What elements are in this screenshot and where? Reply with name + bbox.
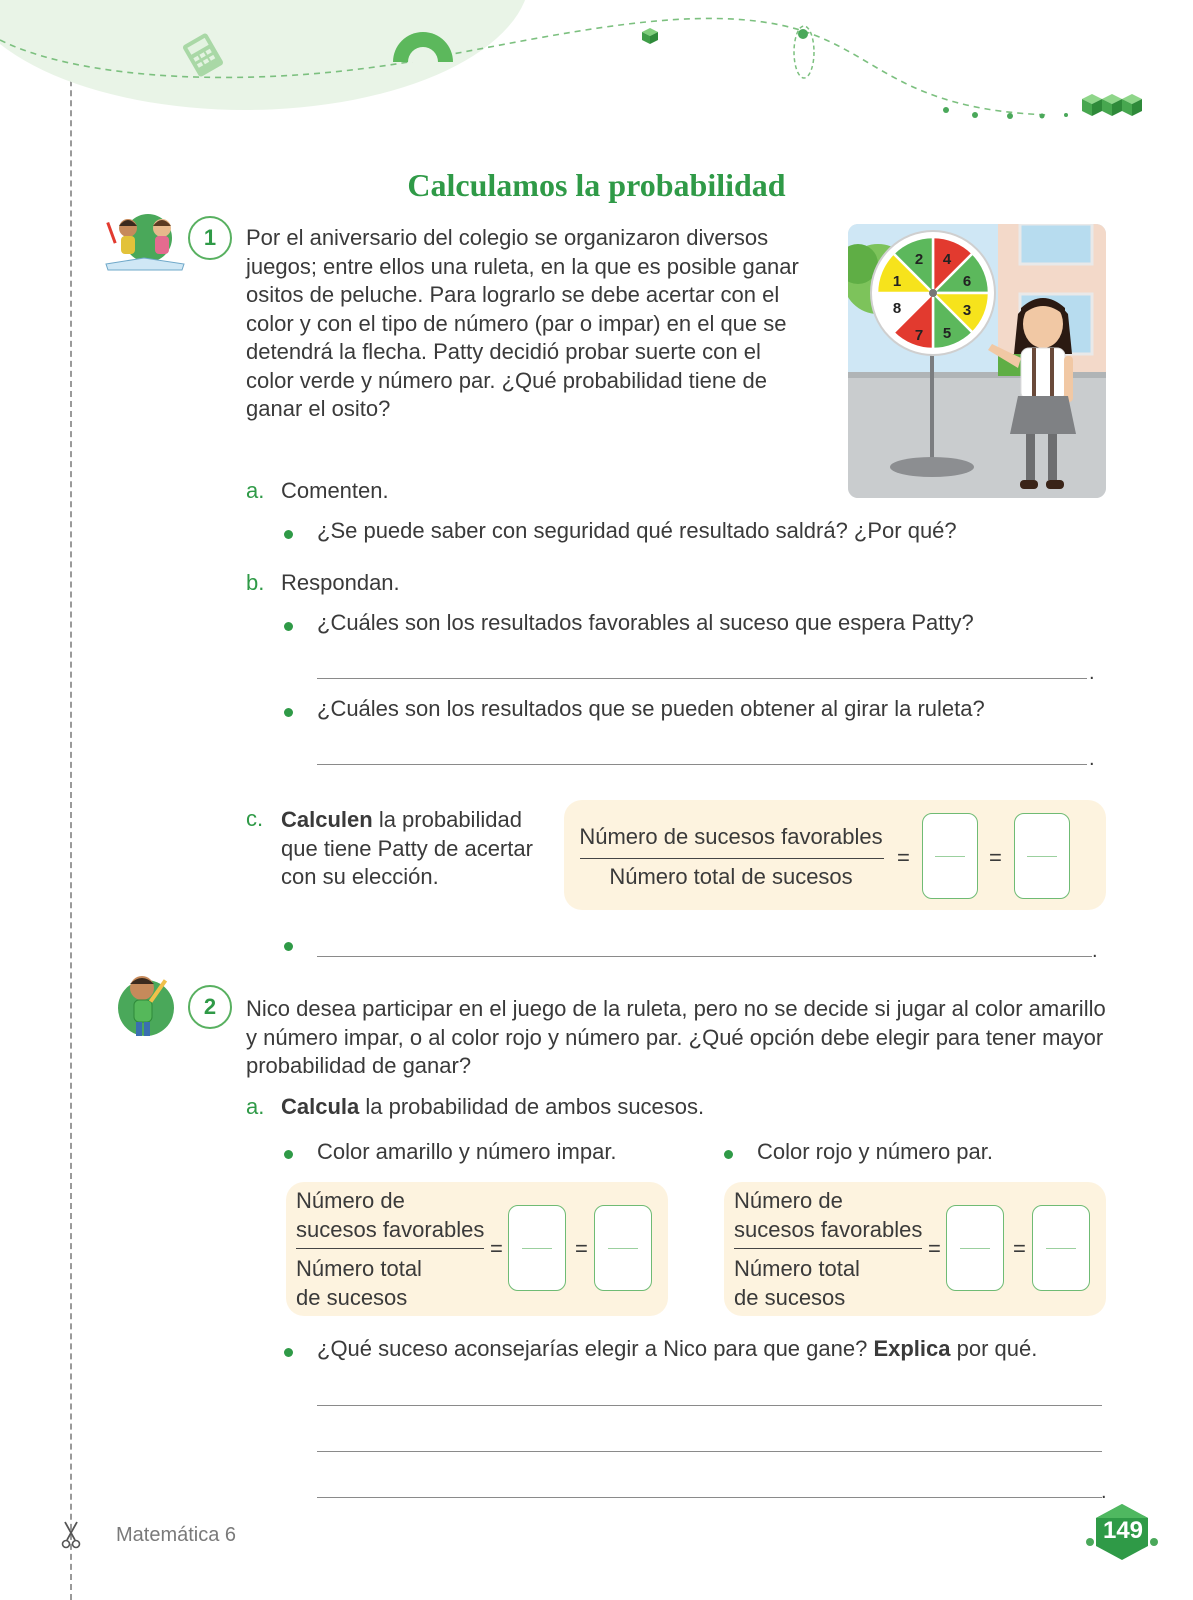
boy-pencil-icon [116, 970, 188, 1042]
probability-formula-box-yellow [286, 1182, 668, 1316]
bullet [284, 942, 293, 951]
answer-line[interactable] [317, 1497, 1102, 1498]
fraction-bar [296, 1248, 484, 1249]
fraction-numerator: Número de sucesos favorables [579, 824, 883, 849]
cubes-decoration [1080, 92, 1160, 126]
denominator-line: de sucesos [296, 1285, 408, 1310]
bullet [284, 622, 293, 631]
equals-sign: = [575, 1236, 588, 1261]
instruction-end: . [382, 478, 389, 503]
option-red-even: Color rojo y número par. [757, 1139, 993, 1164]
numerator-line: Número de [296, 1188, 405, 1213]
answer-fraction-box[interactable] [1032, 1205, 1090, 1291]
equals-sign: = [897, 845, 910, 870]
question-end: por qué. [950, 1336, 1038, 1361]
scissors-icon [60, 1520, 82, 1550]
equals-sign: = [490, 1236, 503, 1261]
bullet [284, 1150, 293, 1159]
wheel-number: 6 [962, 273, 972, 290]
question-1b-2: ¿Cuáles son los resultados que se pueden obtener al girar la ruleta? [317, 696, 985, 721]
line-period: . [1092, 940, 1098, 962]
fraction-bar [580, 858, 884, 859]
spiral-decoration [786, 22, 826, 82]
page-title: Calculamos la probabilidad [407, 167, 786, 203]
activity-number-1: 1 [188, 216, 232, 260]
answer-fraction-box[interactable] [946, 1205, 1004, 1291]
answer-line[interactable] [317, 956, 1092, 957]
wheel-number: 4 [942, 251, 952, 268]
item-a-instruction [281, 478, 389, 504]
activity-number-2: 2 [188, 985, 232, 1029]
instruction-verb: Comenten [281, 478, 383, 503]
line-period: . [1101, 1481, 1107, 1503]
instruction-end: . [393, 570, 400, 595]
item-2a-instruction [281, 1094, 704, 1120]
roulette-wheel [868, 228, 998, 358]
wheel-number: 2 [914, 251, 924, 268]
wheel-number: 7 [914, 327, 924, 344]
activity2-statement: Nico desea participar en el juego de la ruleta, pero no se decide si jugar al color amarillo y número impar, o al color rojo y número par. ¿Qué opción debe elegir para tener mayor probabilidad de ganar? [246, 996, 1106, 1078]
equals-sign: = [1013, 1236, 1026, 1261]
question-verb: Explica [873, 1336, 951, 1361]
book-title: Matemática 6 [116, 1524, 237, 1546]
fraction-numerator [734, 1186, 922, 1244]
instruction-verb: Calculen [281, 807, 373, 832]
probability-formula-box [564, 800, 1106, 910]
denominator-line: Número total [734, 1256, 860, 1281]
instruction-rest: la probabilidad que tiene Patty de acertar con su elección. [281, 807, 533, 889]
answer-fraction-box[interactable] [1014, 813, 1070, 899]
kids-reading-icon [102, 208, 188, 272]
page-number: 149 [1102, 1517, 1144, 1544]
numerator-line: sucesos favorables [296, 1217, 485, 1242]
calculator-icon [180, 32, 226, 78]
instruction-rest: la probabilidad de ambos sucesos. [359, 1094, 705, 1119]
fraction-denominator [734, 1254, 860, 1312]
girl-illustration [988, 284, 1098, 498]
equals-sign: = [989, 845, 1002, 870]
activity1-statement: Por el aniversario del colegio se organizaron diversos juegos; entre ellos una ruleta, en la que es posible ganar ositos de peluche. Para lograrlo se debe acertar con el color y con el tipo de número (par o impar) en el que se detendrá la flecha. Patty decidió probar suerte con el color verde y número par. ¿Qué probabilidad tiene de ganar el osito? [246, 225, 799, 421]
wheel-number: 8 [892, 300, 902, 317]
wheel-number: 3 [962, 302, 972, 319]
fraction-denominator [296, 1254, 422, 1312]
bullet [284, 708, 293, 717]
line-period: . [1089, 662, 1095, 684]
answer-line[interactable] [317, 1405, 1102, 1406]
fraction-numerator [296, 1186, 484, 1244]
answer-fraction-box[interactable] [922, 813, 978, 899]
item-letter-b: b. [246, 570, 265, 595]
cut-line [70, 0, 72, 1600]
item-c-instruction [281, 806, 551, 892]
answer-fraction-box[interactable] [594, 1205, 652, 1291]
answer-line[interactable] [317, 1451, 1102, 1452]
denominator-line: Número total [296, 1256, 422, 1281]
protractor-icon [390, 22, 456, 66]
header-dashed-path [0, 0, 1193, 140]
line-period: . [1089, 748, 1095, 770]
bullet [284, 1348, 293, 1357]
equals-sign: = [928, 1236, 941, 1261]
option-yellow-odd: Color amarillo y número impar. [317, 1139, 617, 1164]
item-b-instruction [281, 570, 400, 596]
question-start: ¿Qué suceso aconsejarías elegir a Nico para que gane? [317, 1336, 874, 1361]
item-letter-c: c. [246, 806, 264, 831]
roulette-illustration [848, 224, 1106, 498]
answer-line[interactable] [317, 764, 1087, 765]
answer-fraction-box[interactable] [508, 1205, 566, 1291]
wheel-number: 5 [942, 325, 952, 342]
numerator-line: sucesos favorables [734, 1217, 923, 1242]
answer-line[interactable] [317, 678, 1087, 679]
question-2-advice [317, 1336, 1037, 1362]
denominator-line: de sucesos [734, 1285, 846, 1310]
item-letter-a: a. [246, 478, 265, 503]
bullet [724, 1150, 733, 1159]
numerator-line: Número de [734, 1188, 843, 1213]
probability-formula-box-red [724, 1182, 1106, 1316]
wheel-number: 1 [892, 273, 902, 290]
instruction-verb: Calcula [281, 1094, 360, 1119]
instruction-verb: Respondan [281, 570, 394, 595]
cube-icon [640, 26, 660, 46]
question-1b-1: ¿Cuáles son los resultados favorables al suceso que espera Patty? [317, 610, 974, 635]
question-1a: ¿Se puede saber con seguridad qué resultado saldrá? ¿Por qué? [317, 518, 957, 543]
item-letter-a: a. [246, 1094, 265, 1119]
bullet [284, 530, 293, 539]
fraction-denominator: Número total de sucesos [609, 864, 853, 889]
fraction-bar [734, 1248, 922, 1249]
